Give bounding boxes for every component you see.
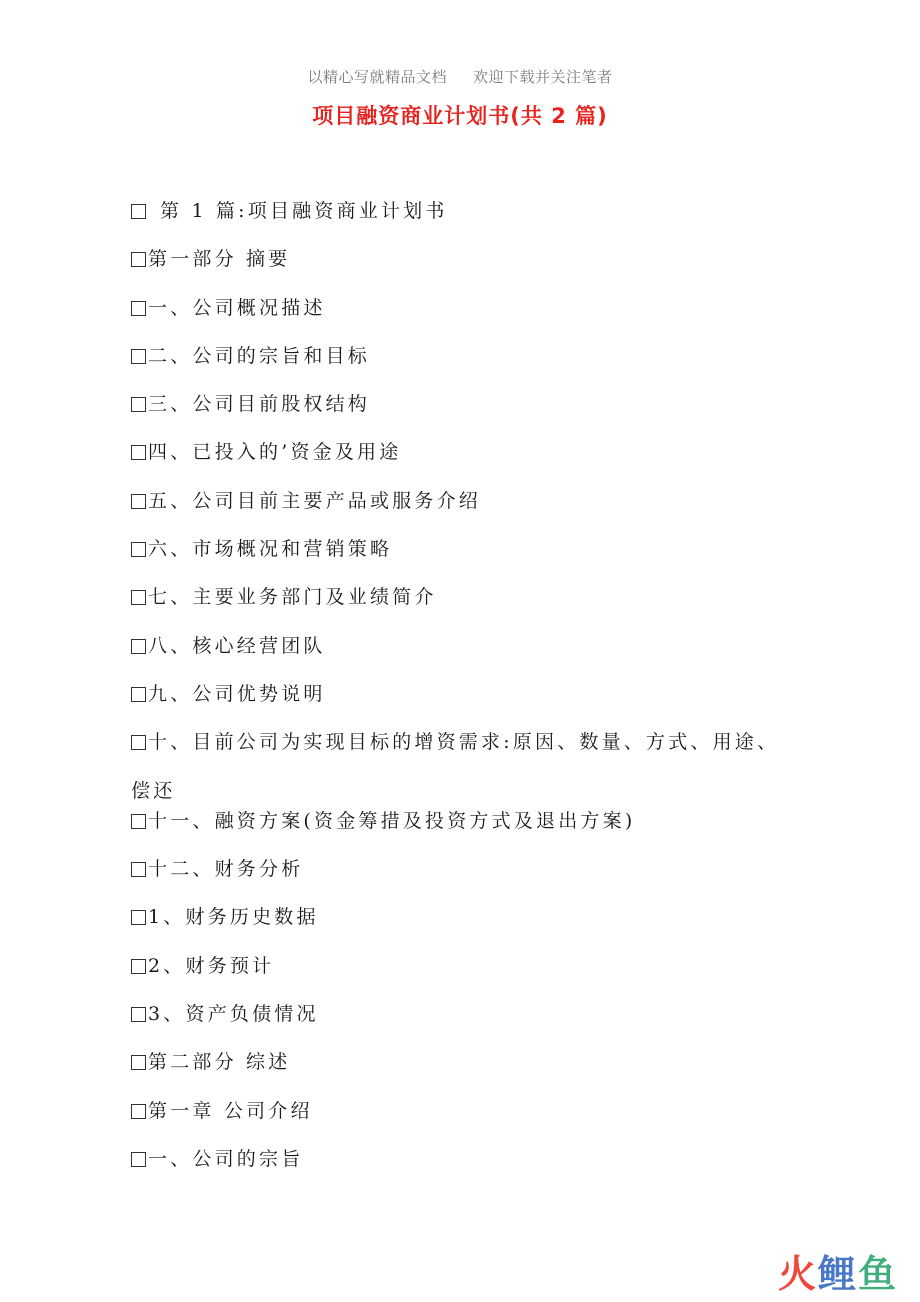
checkbox-icon [131,862,146,877]
toc-item-text: 九、公司优势说明 [148,682,326,705]
toc-item-text: 三、公司目前股权结构 [148,393,371,416]
checkbox-icon [131,1007,146,1022]
checkbox-icon [131,349,146,364]
toc-item-text: 一、公司的宗旨 [148,1147,304,1170]
toc-item [131,293,781,341]
checkbox-icon [131,494,146,509]
checkbox-icon [131,1152,146,1167]
checkbox-icon [131,445,146,460]
header-note [0,66,920,87]
checkbox-icon [131,959,146,974]
toc-item [131,1047,781,1095]
watermark-logo [778,1252,896,1296]
toc-item [131,951,781,999]
toc-item [131,486,781,534]
checkbox-icon [131,397,146,412]
toc-item [131,902,781,950]
checkbox-icon [131,590,146,605]
logo-char-fire: 火 [777,1252,816,1296]
checkbox-icon [131,1055,146,1070]
checkbox-icon [131,735,146,750]
toc-item [131,1144,781,1192]
toc-item-text: 八、核心经营团队 [148,634,326,657]
toc-item [131,341,781,389]
checkbox-icon [131,1104,146,1119]
toc-item-text: 3、资产负债情况 [148,1003,319,1026]
toc-item [131,437,781,485]
checkbox-icon [131,252,146,267]
toc-item [131,244,781,292]
toc-item-text: 1、财务历史数据 [148,906,319,929]
toc-item-text: 第二部分 综述 [148,1051,291,1074]
toc-item-text: 第 1 篇:项目融资商业计划书 [160,200,448,222]
toc-item [131,854,781,902]
toc-item [131,196,781,244]
toc-item-text: 五、公司目前主要产品或服务介绍 [148,489,482,512]
toc-item [131,631,781,679]
toc-item-text: 二、公司的宗旨和目标 [148,344,371,367]
checkbox-icon [131,204,146,219]
toc-item-text: 四、已投入的’资金及用途 [148,441,402,464]
toc-item [131,718,781,815]
checkbox-icon [131,542,146,557]
toc-item [131,806,781,854]
toc-item-text: 十、目前公司为实现目标的增资需求:原因、数量、方式、用途、偿还 [131,731,780,802]
header-left-note: 以精心写就精品文档 [307,68,447,86]
checkbox-icon [131,301,146,316]
toc-item [131,1096,781,1144]
toc-item-text: 十二、财务分析 [148,858,304,881]
toc-item [131,999,781,1047]
document-title: 项目融资商业计划书(共 2 篇) [312,104,608,128]
toc-item [131,582,781,630]
toc-item [131,389,781,437]
logo-char-carp: 鲤 [817,1252,856,1296]
toc-item-text: 一、公司概况描述 [148,296,326,319]
checkbox-icon [131,814,146,829]
toc-item [131,534,781,582]
toc-item-text: 十一、融资方案(资金筹措及投资方式及退出方案) [148,809,636,832]
table-of-contents [131,196,781,1192]
toc-item-text: 六、市场概况和营销策略 [148,538,393,561]
logo-char-fish: 鱼 [857,1252,896,1296]
header-right-note: 欢迎下载并关注笔者 [473,68,613,86]
toc-item-text: 第一部分 摘要 [148,248,291,271]
checkbox-icon [131,639,146,654]
toc-item-text: 七、主要业务部门及业绩简介 [148,586,437,609]
checkbox-icon [131,687,146,702]
checkbox-icon [131,910,146,925]
toc-item-text: 第一章 公司介绍 [148,1099,313,1122]
toc-item-text: 2、财务预计 [148,954,275,977]
